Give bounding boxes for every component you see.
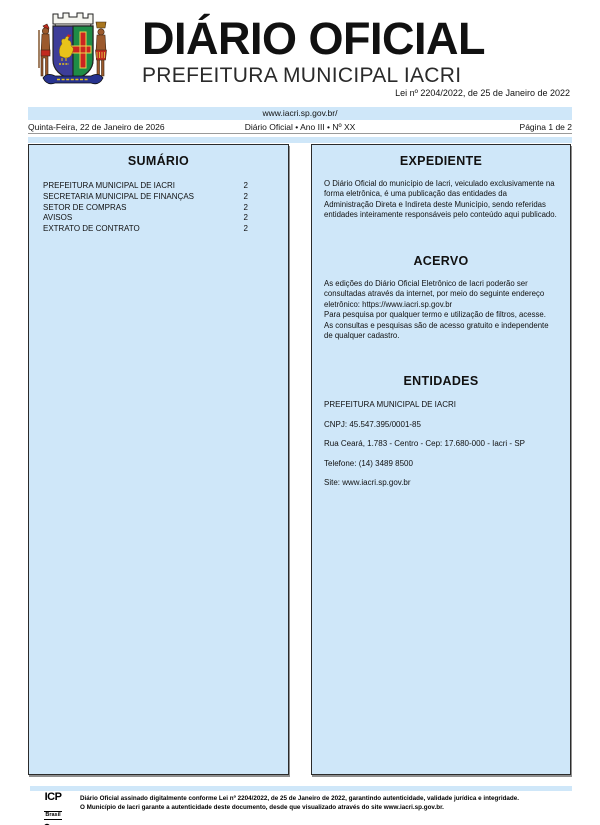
summary-heading: SUMÁRIO — [127, 154, 190, 168]
page-subtitle: PREFEITURA MUNICIPAL IACRI — [142, 63, 462, 87]
entidades-heading: ENTIDADES — [403, 374, 479, 389]
coat-of-arms-icon — [33, 8, 113, 105]
edition-number: Diário Oficial • Ano III • Nº XX — [244, 121, 356, 132]
toc-item — [43, 224, 274, 235]
law-reference: Lei nº 2204/2022, de 25 de Janeiro de 2022 — [395, 88, 570, 98]
acervo-heading: ACERVO — [413, 253, 469, 268]
toc-item-label: SECRETARIA MUNICIPAL DE FINANÇAS — [43, 191, 194, 201]
toc-item-label: PREFEITURA MUNICIPAL DE IACRI — [43, 181, 176, 190]
expediente-text: O Diário Oficial do município de Iacri, veiculado exclusivamente na forma eletrônica, é uma publicação das entidades da Administração Direta e Indireta deste Município, sendo referidas entidades inteiramente responsáveis pelo conteúdo aqui publicado. — [324, 179, 557, 220]
entity-phone: Telefone: (14) 3489 8500 — [324, 458, 413, 468]
coat-of-arms-logo — [33, 8, 113, 105]
toc-item — [43, 213, 274, 224]
toc-item-page: 2 — [243, 181, 248, 190]
toc-item — [43, 181, 274, 192]
toc-item-page: 2 — [243, 224, 248, 234]
signature-line-1: Diário Oficial assinado digitalmente conforme Lei nº 2204/2022, de 25 de Janeiro de 2022, garantindo autenticidade, validade jurídica e integridade. — [80, 795, 520, 802]
toc-item-page: 2 — [243, 213, 248, 223]
toc-item-label: AVISOS — [43, 213, 73, 223]
toc-item-page: 2 — [243, 191, 248, 201]
page-indicator: Página 1 de 2 — [519, 121, 572, 132]
entity-cnpj: CNPJ: 45.547.395/0001-85 — [324, 419, 421, 429]
website-bar: www.iacri.sp.gov.br/ — [28, 107, 572, 120]
toc-item-page: 2 — [243, 202, 248, 212]
entity-address: Rua Ceará, 1.783 - Centro - Cep: 17.680-000 - Iacri - SP — [324, 439, 525, 449]
footer-divider-bar — [30, 786, 572, 791]
toc-item — [43, 203, 274, 214]
info-panel — [311, 144, 571, 775]
icp-label: ICP — [44, 791, 62, 803]
edition-date: Quinta-Feira, 22 de Janeiro de 2026 — [28, 121, 165, 132]
header-divider-bar — [28, 137, 572, 143]
digital-signature-notice — [80, 794, 560, 813]
table-of-contents — [43, 181, 274, 235]
motto-banner — [43, 74, 103, 83]
icp-brasil-logo — [36, 792, 70, 825]
icp-brasil-label: Brasil — [45, 812, 61, 818]
entity-site: Site: www.iacri.sp.gov.br — [324, 477, 411, 487]
toc-item — [43, 192, 274, 203]
page-title: DIÁRIO OFICIAL — [142, 13, 485, 64]
acervo-paragraph-3: As consultas e pesquisas são de acesso gratuito e independente de qualquer cadastro. — [324, 320, 549, 340]
toc-item-label: EXTRATO DE CONTRATO — [43, 224, 140, 234]
acervo-text — [324, 279, 558, 342]
expediente-heading: EXPEDIENTE — [399, 154, 483, 168]
edition-info-row — [28, 120, 572, 134]
acervo-paragraph-2: Para pesquisa por qualquer termo e utilização de filtros, acesse. — [324, 310, 546, 320]
summary-panel — [28, 144, 289, 775]
entity-name: PREFEITURA MUNICIPAL DE IACRI — [324, 400, 457, 410]
signature-line-2: O Município de Iacri garante a autenticidade deste documento, desde que visualizado através do site www.iacri.sp.gov.br. — [80, 804, 444, 812]
acervo-paragraph-1: As edições do Diário Oficial Eletrônico de Iacri poderão ser consultadas através da internet, por meio do seguinte endereço eletrônico: https://www.iacri.sp.gov.br — [324, 278, 545, 309]
toc-item-label: SETOR DE COMPRAS — [43, 202, 127, 212]
header-title-block — [142, 13, 485, 88]
